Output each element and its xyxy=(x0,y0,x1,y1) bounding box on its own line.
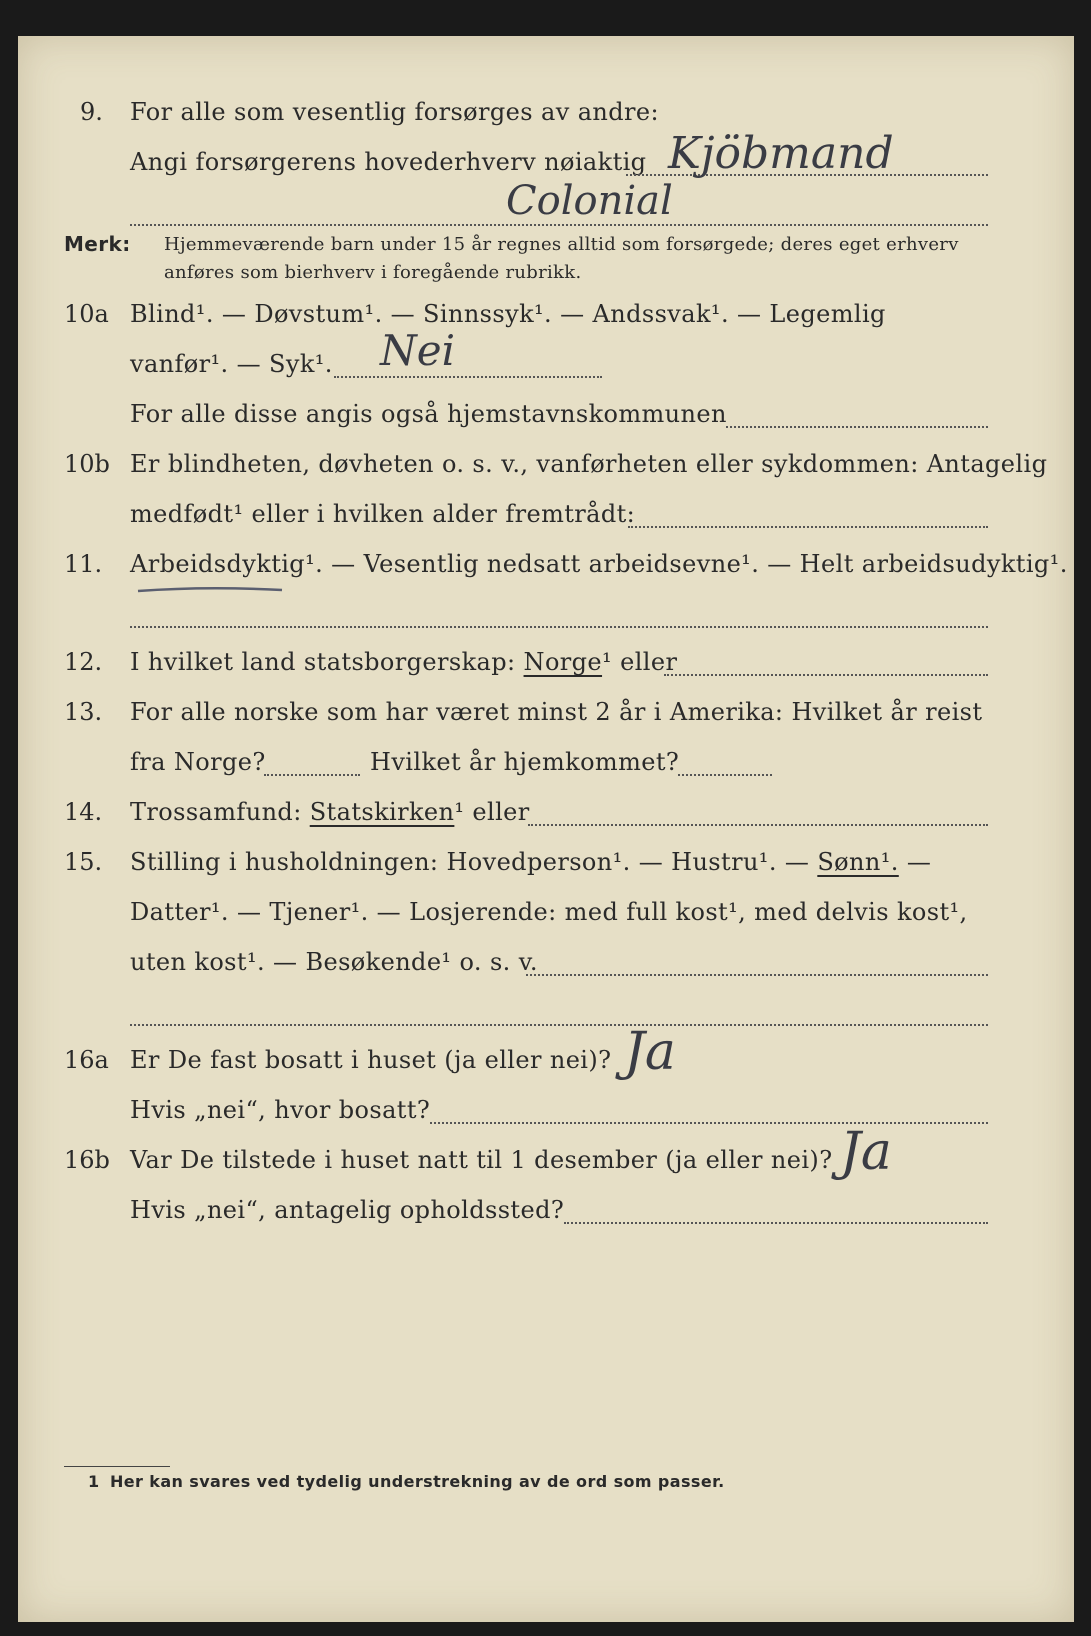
q11-separator-line xyxy=(130,626,988,628)
question-number-13: 13. xyxy=(64,698,103,726)
q14-selected-answer: Statskirken xyxy=(309,798,455,826)
q11-handwritten-underline xyxy=(136,584,286,596)
q16a-line-2: Hvis „nei“, hvor bosatt? xyxy=(130,1096,431,1124)
q13-departure-year-line xyxy=(264,774,360,776)
q16a-line-1: Er De fast bosatt i huset (ja eller nei)? xyxy=(130,1046,612,1074)
question-number-16a: 16a xyxy=(64,1046,109,1074)
q15-separator-line xyxy=(130,1024,988,1026)
question-number-14: 14. xyxy=(64,798,103,826)
question-number-12: 12. xyxy=(64,648,103,676)
q14-line: Trossamfund: Statskirken¹ eller xyxy=(130,798,530,826)
question-number-15: 15. xyxy=(64,848,103,876)
q10a-handwritten-answer: Nei xyxy=(380,326,456,375)
q16b-handwritten-answer: Ja xyxy=(840,1122,892,1182)
question-number-9: 9. xyxy=(80,98,103,126)
q15-answer-line xyxy=(526,974,988,976)
q16b-line-1: Var De tilstede i huset natt til 1 desember (ja eller nei)? xyxy=(130,1146,833,1174)
q16b-answer-line xyxy=(564,1222,988,1224)
q15-line-2: Datter¹. — Tjener¹. — Losjerende: med full kost¹, med delvis kost¹, xyxy=(130,898,968,926)
q10b-line-2: medfødt¹ eller i hvilken alder fremtrådt: xyxy=(130,500,636,528)
q10b-answer-line xyxy=(628,526,988,528)
question-number-11: 11. xyxy=(64,550,103,578)
question-number-16b: 16b xyxy=(64,1146,110,1174)
merk-note-line-1: Hjemmeværende barn under 15 år regnes alltid som forsørgede; deres eget erhverv xyxy=(164,234,959,255)
q14-answer-line xyxy=(528,824,988,826)
q9-handwritten-answer-2: Colonial xyxy=(506,178,673,224)
q16a-handwritten-answer: Ja xyxy=(624,1022,676,1082)
q13-line-2b: Hvilket år hjemkommet? xyxy=(370,748,680,776)
q10a-hometown-line xyxy=(726,426,988,428)
question-number-10a: 10a xyxy=(64,300,109,328)
q15-line-3: uten kost¹. — Besøkende¹ o. s. v. xyxy=(130,948,538,976)
q10a-answer-line xyxy=(334,376,602,378)
q11-selected-answer: Arbeidsdyktig xyxy=(130,550,306,578)
q16b-line-2: Hvis „nei“, antagelig opholdssted? xyxy=(130,1196,565,1224)
merk-label: Merk: xyxy=(64,232,131,256)
q9-answer-line-2 xyxy=(130,224,988,226)
q10a-line-2: vanfør¹. — Syk¹. xyxy=(130,350,333,378)
q16a-answer-line xyxy=(430,1122,988,1124)
q13-line-1: For alle norske som har været minst 2 år i Amerika: Hvilket år reist xyxy=(130,698,983,726)
q10a-line-3: For alle disse angis også hjemstavnskommunen xyxy=(130,400,727,428)
merk-note-line-2: anføres som bierhverv i foregående rubrikk. xyxy=(164,262,582,283)
q9-line-2: Angi forsørgerens hovederhverv nøiaktig xyxy=(130,148,647,176)
question-number-10b: 10b xyxy=(64,450,110,478)
q13-line-2a: fra Norge? xyxy=(130,748,266,776)
q13-return-year-line xyxy=(678,774,772,776)
census-form-page xyxy=(18,36,1074,1622)
q12-answer-line xyxy=(664,674,988,676)
q10b-line-1: Er blindheten, døvheten o. s. v., vanførheten eller sykdommen: Antagelig xyxy=(130,450,1048,478)
footnote-rule xyxy=(64,1466,170,1467)
q12-selected-answer: Norge xyxy=(523,648,603,676)
footnote-text: Her kan svares ved tydelig understrekning av de ord som passer. xyxy=(110,1472,725,1491)
q9-line-1: For alle som vesentlig forsørges av andre: xyxy=(130,98,660,126)
q10a-line-1: Blind¹. — Døvstum¹. — Sinnssyk¹. — Andssvak¹. — Legemlig xyxy=(130,300,886,328)
q11-line: Arbeidsdyktig¹. — Vesentlig nedsatt arbeidsevne¹. — Helt arbeidsudyktig¹. xyxy=(130,550,1068,578)
q15-selected-answer: Sønn¹. xyxy=(817,848,899,876)
footnote-mark: 1 xyxy=(88,1472,100,1491)
q9-handwritten-answer-1: Kjöbmand xyxy=(668,128,894,179)
q12-line: I hvilket land statsborgerskap: Norge¹ eller xyxy=(130,648,678,676)
q15-line-1: Stilling i husholdningen: Hovedperson¹. — Hustru¹. — Sønn¹. — xyxy=(130,848,932,876)
